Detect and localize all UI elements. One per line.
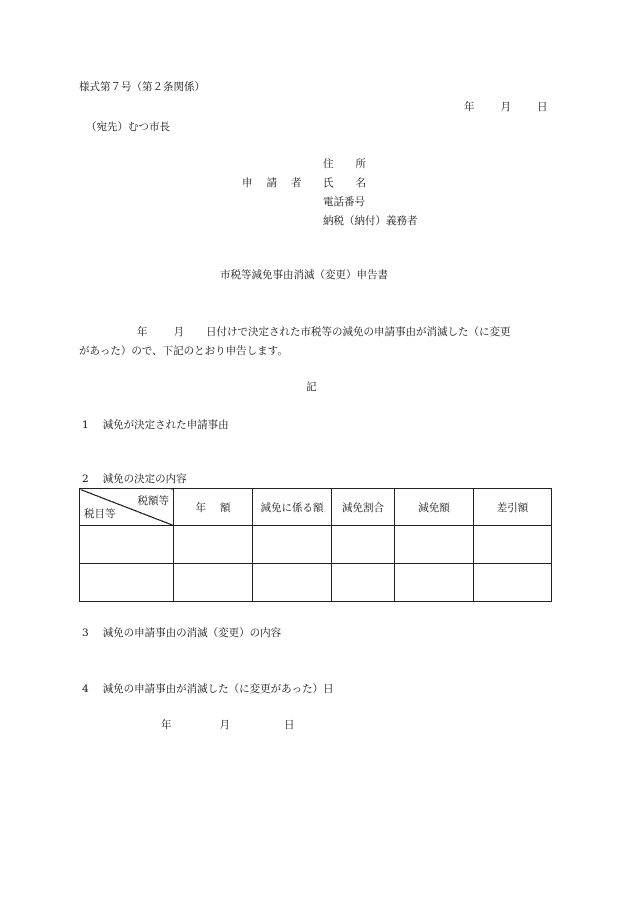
final-date xyxy=(161,718,295,732)
body-line-2: があった）ので、下記のとおり申告します。 xyxy=(79,345,288,357)
section-label: 減免の申請事由の消滅（変更）の内容 xyxy=(102,627,282,639)
applicant-phone-label: 電話番号 xyxy=(323,196,365,208)
table-cell[interactable] xyxy=(174,564,253,602)
body-line-1 xyxy=(137,325,511,339)
table-cell[interactable] xyxy=(174,526,253,564)
section-2 xyxy=(82,472,187,486)
applicant-label-char: 請 xyxy=(266,177,277,189)
section-number: 4 xyxy=(82,683,89,695)
table-cell[interactable] xyxy=(474,526,552,564)
table-cell[interactable] xyxy=(332,564,395,602)
body-year: 年 xyxy=(137,326,148,338)
date-month-label: 月 xyxy=(500,101,511,113)
date-year-label: 年 xyxy=(464,101,475,113)
address-label-char: 所 xyxy=(355,158,366,170)
final-day-label: 日 xyxy=(284,719,295,731)
table-cell[interactable] xyxy=(253,564,332,602)
header-reduction-amount: 減免額 xyxy=(395,489,474,526)
section-label: 減免の決定の内容 xyxy=(102,473,187,485)
table-cell[interactable] xyxy=(253,526,332,564)
header-reduction-rate: 減免割合 xyxy=(332,489,395,526)
header-net-amount: 差引額 xyxy=(474,489,552,526)
date-day-label: 日 xyxy=(537,101,548,113)
name-label-char: 氏 xyxy=(323,177,334,189)
header-char: 年 xyxy=(195,501,206,514)
ki-heading: 記 xyxy=(306,381,317,393)
submission-date xyxy=(464,100,548,114)
applicant-taxpayer-label: 納税（納付）義務者 xyxy=(323,215,418,227)
section-4 xyxy=(82,682,334,696)
body-line1-rest: 日付けで決定された市税等の減免の申請事由が消滅した（に変更 xyxy=(206,326,511,338)
section-label: 減免の申請事由が消滅した（に変更があった）日 xyxy=(102,683,334,695)
section-label: 減免が決定された申請事由 xyxy=(102,419,229,431)
header-annual-amount xyxy=(174,489,253,526)
applicant-label-char: 申 xyxy=(242,177,253,189)
applicant-label-char: 者 xyxy=(291,177,302,189)
diag-bottom-label: 税目等 xyxy=(84,508,116,520)
document-title: 市税等減免事由消滅（変更）申告書 xyxy=(220,269,388,281)
form-number: 様式第７号（第２条関係） xyxy=(79,81,205,93)
table-header-row xyxy=(80,489,552,526)
addressee: （宛先）むつ市長 xyxy=(86,121,170,133)
header-reduction-target: 減免に係る額 xyxy=(253,489,332,526)
section-1 xyxy=(82,418,229,432)
table-cell[interactable] xyxy=(80,564,174,602)
address-label-char: 住 xyxy=(323,158,334,170)
final-month-label: 月 xyxy=(219,719,230,731)
section-number: 3 xyxy=(82,627,89,639)
applicant-label xyxy=(242,176,302,190)
table-row xyxy=(80,564,552,602)
section-number: 1 xyxy=(82,419,89,431)
section-3 xyxy=(82,626,281,640)
section-number: 2 xyxy=(82,473,89,485)
applicant-name-label xyxy=(323,176,366,190)
final-year-label: 年 xyxy=(161,719,172,731)
table-row xyxy=(80,526,552,564)
header-char: 額 xyxy=(220,501,231,514)
table-cell[interactable] xyxy=(80,526,174,564)
body-month: 月 xyxy=(173,326,184,338)
reduction-table xyxy=(79,488,552,602)
applicant-address-label xyxy=(323,157,366,171)
table-cell[interactable] xyxy=(395,526,474,564)
name-label-char: 名 xyxy=(355,177,366,189)
diag-top-label: 税額等 xyxy=(137,495,169,507)
table-cell[interactable] xyxy=(332,526,395,564)
table-cell[interactable] xyxy=(474,564,552,602)
table-cell[interactable] xyxy=(395,564,474,602)
diagonal-header-cell xyxy=(80,489,174,526)
